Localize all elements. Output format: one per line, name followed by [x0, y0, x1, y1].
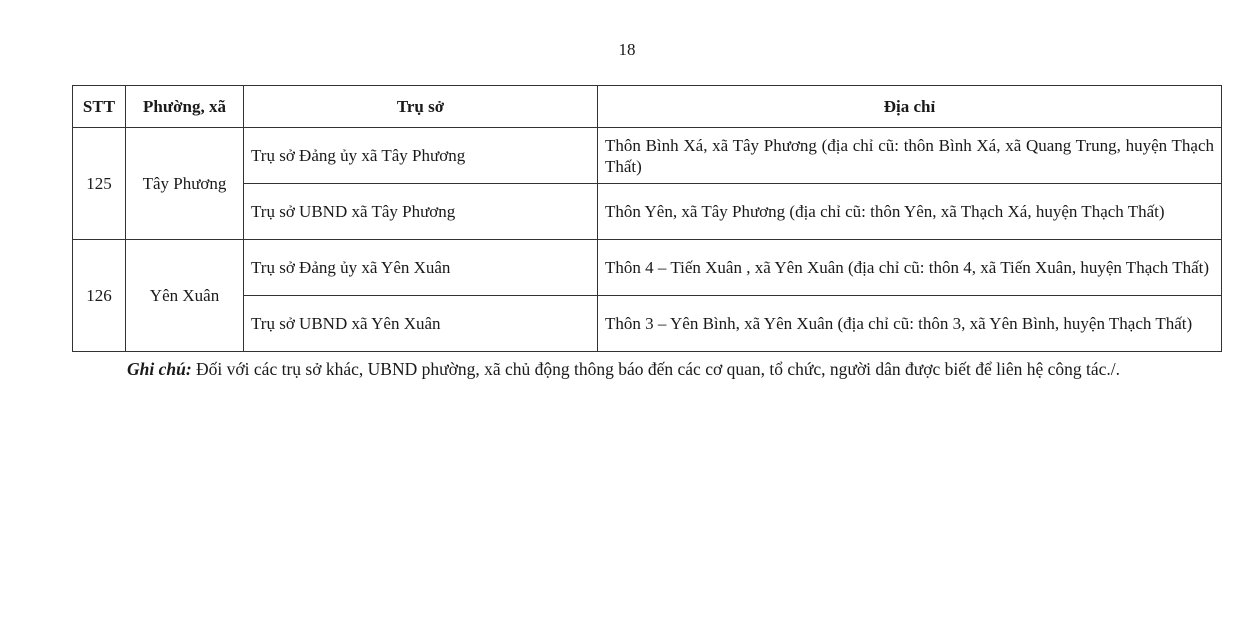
stt-cell: 125	[73, 128, 126, 240]
table-row	[73, 128, 1222, 184]
office-cell: Trụ sở Đảng ủy xã Yên Xuân	[244, 240, 598, 296]
address-cell: Thôn Yên, xã Tây Phương (địa chỉ cũ: thôn Yên, xã Thạch Xá, huyện Thạch Thất)	[598, 184, 1222, 240]
header-address: Địa chỉ	[598, 86, 1222, 128]
header-ward: Phường, xã	[126, 86, 244, 128]
footnote	[72, 358, 1212, 381]
page-number: 18	[618, 40, 636, 59]
table-row	[73, 240, 1222, 296]
ward-cell: Yên Xuân	[126, 240, 244, 352]
offices-table	[72, 85, 1222, 352]
table-row	[73, 184, 1222, 240]
table-header-row	[73, 86, 1222, 128]
note-text: Đối với các trụ sở khác, UBND phường, xã chủ động thông báo đến các cơ quan, tổ chức, người dân được biết để liên hệ công tác./.	[191, 359, 1121, 379]
table-row	[73, 296, 1222, 352]
address-cell: Thôn Bình Xá, xã Tây Phương (địa chỉ cũ: thôn Bình Xá, xã Quang Trung, huyện Thạch Thất)	[598, 128, 1222, 184]
stt-cell: 126	[73, 240, 126, 352]
header-stt: STT	[73, 86, 126, 128]
address-cell: Thôn 3 – Yên Bình, xã Yên Xuân (địa chỉ cũ: thôn 3, xã Yên Bình, huyện Thạch Thất)	[598, 296, 1222, 352]
office-cell: Trụ sở Đảng ủy xã Tây Phương	[244, 128, 598, 184]
office-cell: Trụ sở UBND xã Yên Xuân	[244, 296, 598, 352]
office-cell: Trụ sở UBND xã Tây Phương	[244, 184, 598, 240]
address-cell: Thôn 4 – Tiến Xuân , xã Yên Xuân (địa chỉ cũ: thôn 4, xã Tiến Xuân, huyện Thạch Thất)	[598, 240, 1222, 296]
header-office: Trụ sở	[244, 86, 598, 128]
ward-cell: Tây Phương	[126, 128, 244, 240]
note-label: Ghi chú:	[127, 359, 192, 379]
